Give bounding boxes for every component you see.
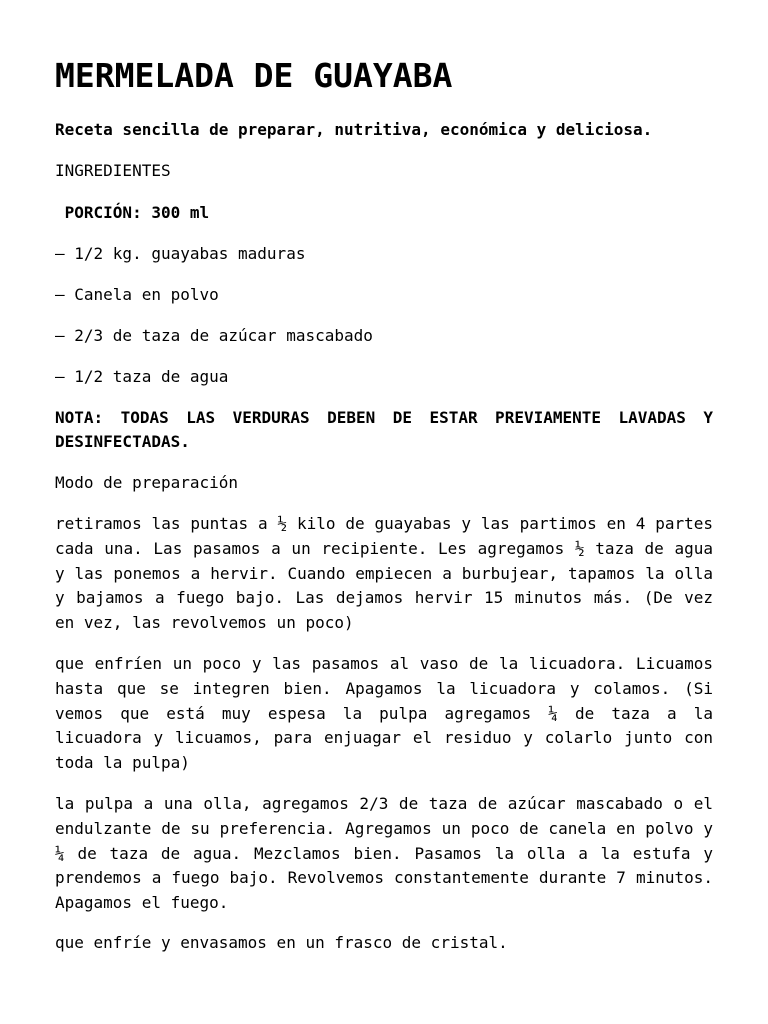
portion-label: PORCIÓN: 300 ml xyxy=(55,203,210,222)
recipe-title: MERMELADA DE GUAYABA xyxy=(55,56,453,95)
ingredient-item: – 1/2 taza de agua xyxy=(55,367,229,386)
preparation-heading: Modo de preparación xyxy=(55,473,239,492)
ingredient-item: – Canela en polvo xyxy=(55,285,219,304)
recipe-subtitle: Receta sencilla de preparar, nutritiva, económica y deliciosa. xyxy=(55,120,653,139)
preparation-step: la pulpa a una olla, agregamos 2/3 de taza de azúcar mascabado o el endulzante de su preferencia. Agregamos un poco de canela en polvo y ¼ de taza de agua. Mezclamos bien. Pasamos la olla a la estufa y prendemos a fuego bajo. Revolvemos constantemente durante 7 minutos. Apagamos el fuego. xyxy=(55,794,713,913)
ingredients-heading: INGREDIENTES xyxy=(55,161,171,180)
ingredient-item: – 1/2 kg. guayabas maduras xyxy=(55,244,306,263)
ingredient-item: – 2/3 de taza de azúcar mascabado xyxy=(55,326,373,345)
preparation-step: que enfríe y envasamos en un frasco de cristal. xyxy=(55,933,508,952)
preparation-step: que enfríen un poco y las pasamos al vaso de la licuadora. Licuamos hasta que se integren bien. Apagamos la licuadora y colamos. (Si vemos que está muy espesa la pulpa agregamos ¼ de taza a la licuadora y licuamos, para enjuagar el residuo y colarlo junto con toda la pulpa) xyxy=(55,654,713,773)
preparation-step: retiramos las puntas a ½ kilo de guayabas y las partimos en 4 partes cada una. Las pasamos a un recipiente. Les agregamos ½ taza de agua y las ponemos a hervir. Cuando empiecen a burbujear, tapamos la olla y bajamos a fuego bajo. Las dejamos hervir 15 minutos más. (De vez en vez, las revolvemos un poco) xyxy=(55,514,713,633)
hygiene-note: NOTA: TODAS LAS VERDURAS DEBEN DE ESTAR PREVIAMENTE LAVADAS Y DESINFECTADAS. xyxy=(55,408,713,451)
